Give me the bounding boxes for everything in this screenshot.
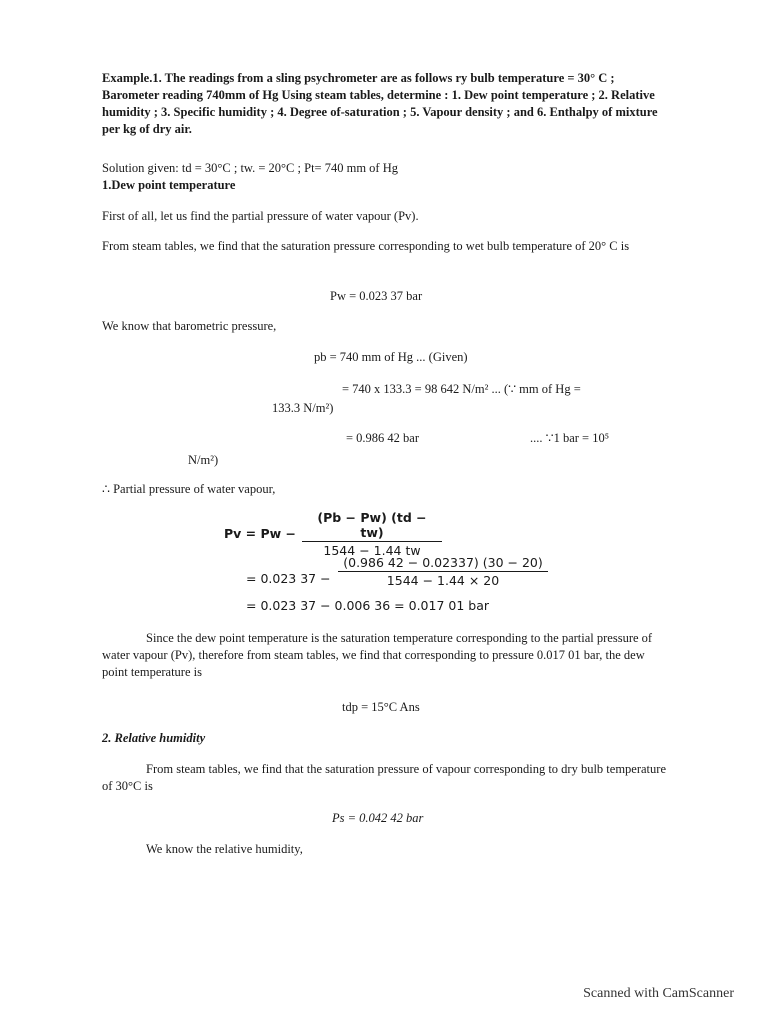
steam-tables-paragraph-2: From steam tables, we find that the saturation pressure of vapour corresponding to dry bulb temperature of 30°C is <box>102 762 666 793</box>
formula-lhs: Pv = Pw − <box>224 526 297 541</box>
pb-line-3: = 0.986 42 bar <box>346 431 420 445</box>
calc-numerator: (0.986 42 − 0.02337) (30 − 20) <box>338 555 548 572</box>
pb-line-2: = 740 x 133.3 = 98 642 N/m² ... (∵ mm of Hg = <box>342 382 581 396</box>
pw-equation: Pw = 0.023 37 bar <box>330 289 423 303</box>
partial-pressure-label: ∴ Partial pressure of water vapour, <box>102 482 276 496</box>
pb-line-3-cont: N/m²) <box>188 453 219 467</box>
formula-numerator: (Pb − Pw) (td − tw) <box>302 510 442 542</box>
ps-equation: Ps = 0.042 42 bar <box>332 811 424 825</box>
first-of-all-text: First of all, let us find the partial pressure of water vapour (Pv). <box>102 209 419 223</box>
relative-humidity-intro: We know the relative humidity, <box>146 842 303 856</box>
barometric-intro: We know that barometric pressure, <box>102 319 277 333</box>
formula-denominator: 1544 − 1.44 tw <box>323 543 421 558</box>
section-1-title: 1.Dew point temperature <box>102 178 236 192</box>
dew-point-paragraph: Since the dew point temperature is the saturation temperature corresponding to the partial pressure of water vapour (Pv), therefore from steam tables, we find that corresponding to pressure 0.017 01 bar, the dew point temperature is <box>102 631 653 679</box>
camscanner-watermark: Scanned with CamScanner <box>583 986 734 1001</box>
steam-tables-paragraph-1: From steam tables, we find that the saturation pressure corresponding to wet bulb temperature of 20° C is <box>102 239 630 253</box>
calc-denominator: 1544 − 1.44 × 20 <box>386 573 500 588</box>
calc-lhs: = 0.023 37 − <box>246 571 331 586</box>
example-heading: Example.1. The readings from a sling psychrometer are as follows ry bulb temperature = 30° C ; Barometer reading 740mm of Hg Using steam tables, determine : 1. Dew point temperature ; 2. Relative humidity ; 3. Specific humidity ; 4. Degree of-saturation ; 5. Vapour density ; and 6. Enthalpy of mixture per kg of dry air. <box>102 71 658 136</box>
solution-given: Solution given: td = 30°C ; tw. = 20°C ; Pt= 740 mm of Hg <box>102 161 398 175</box>
pb-line-1: pb = 740 mm of Hg ... (Given) <box>314 350 468 364</box>
pb-line-2-cont: 133.3 N/m²) <box>272 401 334 415</box>
dew-point-answer: tdp = 15°C Ans <box>342 700 420 714</box>
section-2-title: 2. Relative humidity <box>102 731 206 745</box>
calc-result: = 0.023 37 − 0.006 36 = 0.017 01 bar <box>246 598 489 613</box>
pb-line-3-note: .... ∵1 bar = 10⁵ <box>530 431 610 445</box>
calc-fraction <box>338 555 548 588</box>
formula-fraction <box>302 510 442 558</box>
